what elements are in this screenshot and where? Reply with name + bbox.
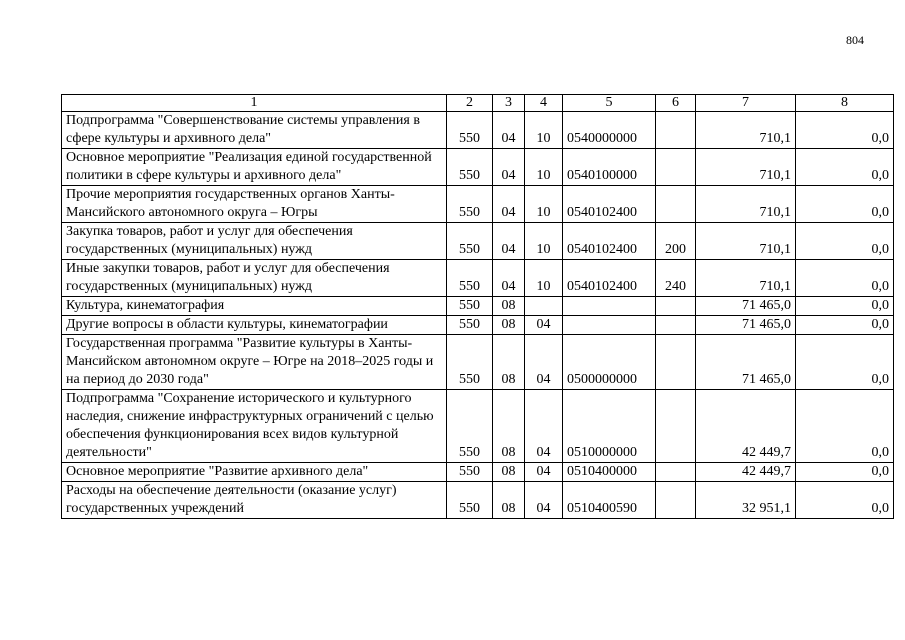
cell-col-6 (656, 482, 696, 519)
cell-col-5: 0540000000 (563, 112, 656, 149)
cell-col-8: 0,0 (796, 260, 894, 297)
page-number: 804 (846, 33, 864, 47)
cell-col-8: 0,0 (796, 186, 894, 223)
header-col-2: 2 (447, 95, 493, 112)
cell-col-6 (656, 186, 696, 223)
cell-name: Основное мероприятие "Реализация единой государственной политики в сфере культуры и архивного дела" (62, 149, 447, 186)
table-row (62, 335, 894, 390)
cell-col-5: 0510000000 (563, 390, 656, 463)
cell-name: Иные закупки товаров, работ и услуг для обеспечения государственных (муниципальных) нужд (62, 260, 447, 297)
cell-col-7: 710,1 (696, 260, 796, 297)
cell-col-7: 71 465,0 (696, 297, 796, 316)
header-row (62, 95, 894, 112)
cell-col-7: 710,1 (696, 223, 796, 260)
cell-col-3: 04 (493, 149, 525, 186)
cell-col-6: 200 (656, 223, 696, 260)
table-row (62, 316, 894, 335)
table-row (62, 260, 894, 297)
cell-col-2: 550 (447, 112, 493, 149)
cell-col-7: 42 449,7 (696, 463, 796, 482)
cell-col-3: 08 (493, 390, 525, 463)
header-col-8: 8 (796, 95, 894, 112)
cell-col-7: 42 449,7 (696, 390, 796, 463)
cell-name: Культура, кинематография (62, 297, 447, 316)
header-col-5: 5 (563, 95, 656, 112)
cell-name: Закупка товаров, работ и услуг для обеспечения государственных (муниципальных) нужд (62, 223, 447, 260)
cell-col-8: 0,0 (796, 149, 894, 186)
cell-col-5: 0540102400 (563, 186, 656, 223)
cell-col-2: 550 (447, 223, 493, 260)
cell-col-7: 710,1 (696, 186, 796, 223)
table-row (62, 463, 894, 482)
table-row (62, 186, 894, 223)
cell-col-6: 240 (656, 260, 696, 297)
table-row (62, 112, 894, 149)
table-row (62, 390, 894, 463)
cell-col-2: 550 (447, 463, 493, 482)
cell-col-4: 10 (525, 186, 563, 223)
header-col-3: 3 (493, 95, 525, 112)
cell-col-8: 0,0 (796, 316, 894, 335)
cell-col-2: 550 (447, 186, 493, 223)
cell-col-8: 0,0 (796, 390, 894, 463)
cell-name: Расходы на обеспечение деятельности (оказание услуг) государственных учреждений (62, 482, 447, 519)
cell-col-2: 550 (447, 390, 493, 463)
cell-col-4: 10 (525, 260, 563, 297)
cell-name: Подпрограмма "Совершенствование системы управления в сфере культуры и архивного дела" (62, 112, 447, 149)
cell-col-8: 0,0 (796, 223, 894, 260)
cell-col-4: 04 (525, 390, 563, 463)
cell-col-5 (563, 297, 656, 316)
cell-col-3: 08 (493, 482, 525, 519)
cell-name: Основное мероприятие "Развитие архивного дела" (62, 463, 447, 482)
cell-col-2: 550 (447, 482, 493, 519)
table-body (62, 112, 894, 519)
cell-col-4: 10 (525, 149, 563, 186)
cell-col-6 (656, 335, 696, 390)
cell-name: Государственная программа "Развитие культуры в Ханты-Мансийском автономном округе – Югре на 2018–2025 годы и на период до 2030 года" (62, 335, 447, 390)
cell-col-3: 08 (493, 316, 525, 335)
header-col-7: 7 (696, 95, 796, 112)
table-row (62, 297, 894, 316)
header-col-6: 6 (656, 95, 696, 112)
cell-col-3: 04 (493, 223, 525, 260)
cell-col-3: 04 (493, 260, 525, 297)
cell-col-6 (656, 463, 696, 482)
cell-col-2: 550 (447, 335, 493, 390)
cell-name: Другие вопросы в области культуры, кинематографии (62, 316, 447, 335)
cell-col-5: 0540100000 (563, 149, 656, 186)
cell-col-6 (656, 112, 696, 149)
cell-col-8: 0,0 (796, 463, 894, 482)
cell-col-4: 04 (525, 316, 563, 335)
cell-col-5: 0540102400 (563, 223, 656, 260)
cell-col-3: 08 (493, 297, 525, 316)
cell-col-6 (656, 297, 696, 316)
cell-col-6 (656, 316, 696, 335)
cell-col-3: 08 (493, 463, 525, 482)
cell-col-3: 04 (493, 186, 525, 223)
cell-col-6 (656, 390, 696, 463)
cell-name: Подпрограмма "Сохранение исторического и культурного наследия, снижение инфраструктурных ограничений с целью обеспечения функционирования всех видов культурной деятельности" (62, 390, 447, 463)
cell-col-2: 550 (447, 316, 493, 335)
cell-col-7: 32 951,1 (696, 482, 796, 519)
cell-col-3: 04 (493, 112, 525, 149)
cell-col-4: 10 (525, 223, 563, 260)
cell-col-3: 08 (493, 335, 525, 390)
cell-col-5: 0540102400 (563, 260, 656, 297)
cell-col-8: 0,0 (796, 112, 894, 149)
cell-col-8: 0,0 (796, 482, 894, 519)
cell-col-7: 71 465,0 (696, 335, 796, 390)
header-col-1: 1 (62, 95, 447, 112)
cell-col-4 (525, 297, 563, 316)
header-col-4: 4 (525, 95, 563, 112)
cell-col-6 (656, 149, 696, 186)
cell-name: Прочие мероприятия государственных органов Ханты-Мансийского автономного округа – Югры (62, 186, 447, 223)
cell-col-7: 71 465,0 (696, 316, 796, 335)
table-row (62, 149, 894, 186)
table-row (62, 223, 894, 260)
table-row (62, 482, 894, 519)
cell-col-4: 04 (525, 463, 563, 482)
cell-col-4: 10 (525, 112, 563, 149)
cell-col-4: 04 (525, 482, 563, 519)
cell-col-4: 04 (525, 335, 563, 390)
cell-col-2: 550 (447, 260, 493, 297)
budget-table (61, 94, 894, 519)
cell-col-8: 0,0 (796, 297, 894, 316)
cell-col-2: 550 (447, 149, 493, 186)
cell-col-7: 710,1 (696, 112, 796, 149)
cell-col-8: 0,0 (796, 335, 894, 390)
cell-col-5: 0510400590 (563, 482, 656, 519)
cell-col-5 (563, 316, 656, 335)
cell-col-5: 0500000000 (563, 335, 656, 390)
cell-col-5: 0510400000 (563, 463, 656, 482)
cell-col-2: 550 (447, 297, 493, 316)
cell-col-7: 710,1 (696, 149, 796, 186)
